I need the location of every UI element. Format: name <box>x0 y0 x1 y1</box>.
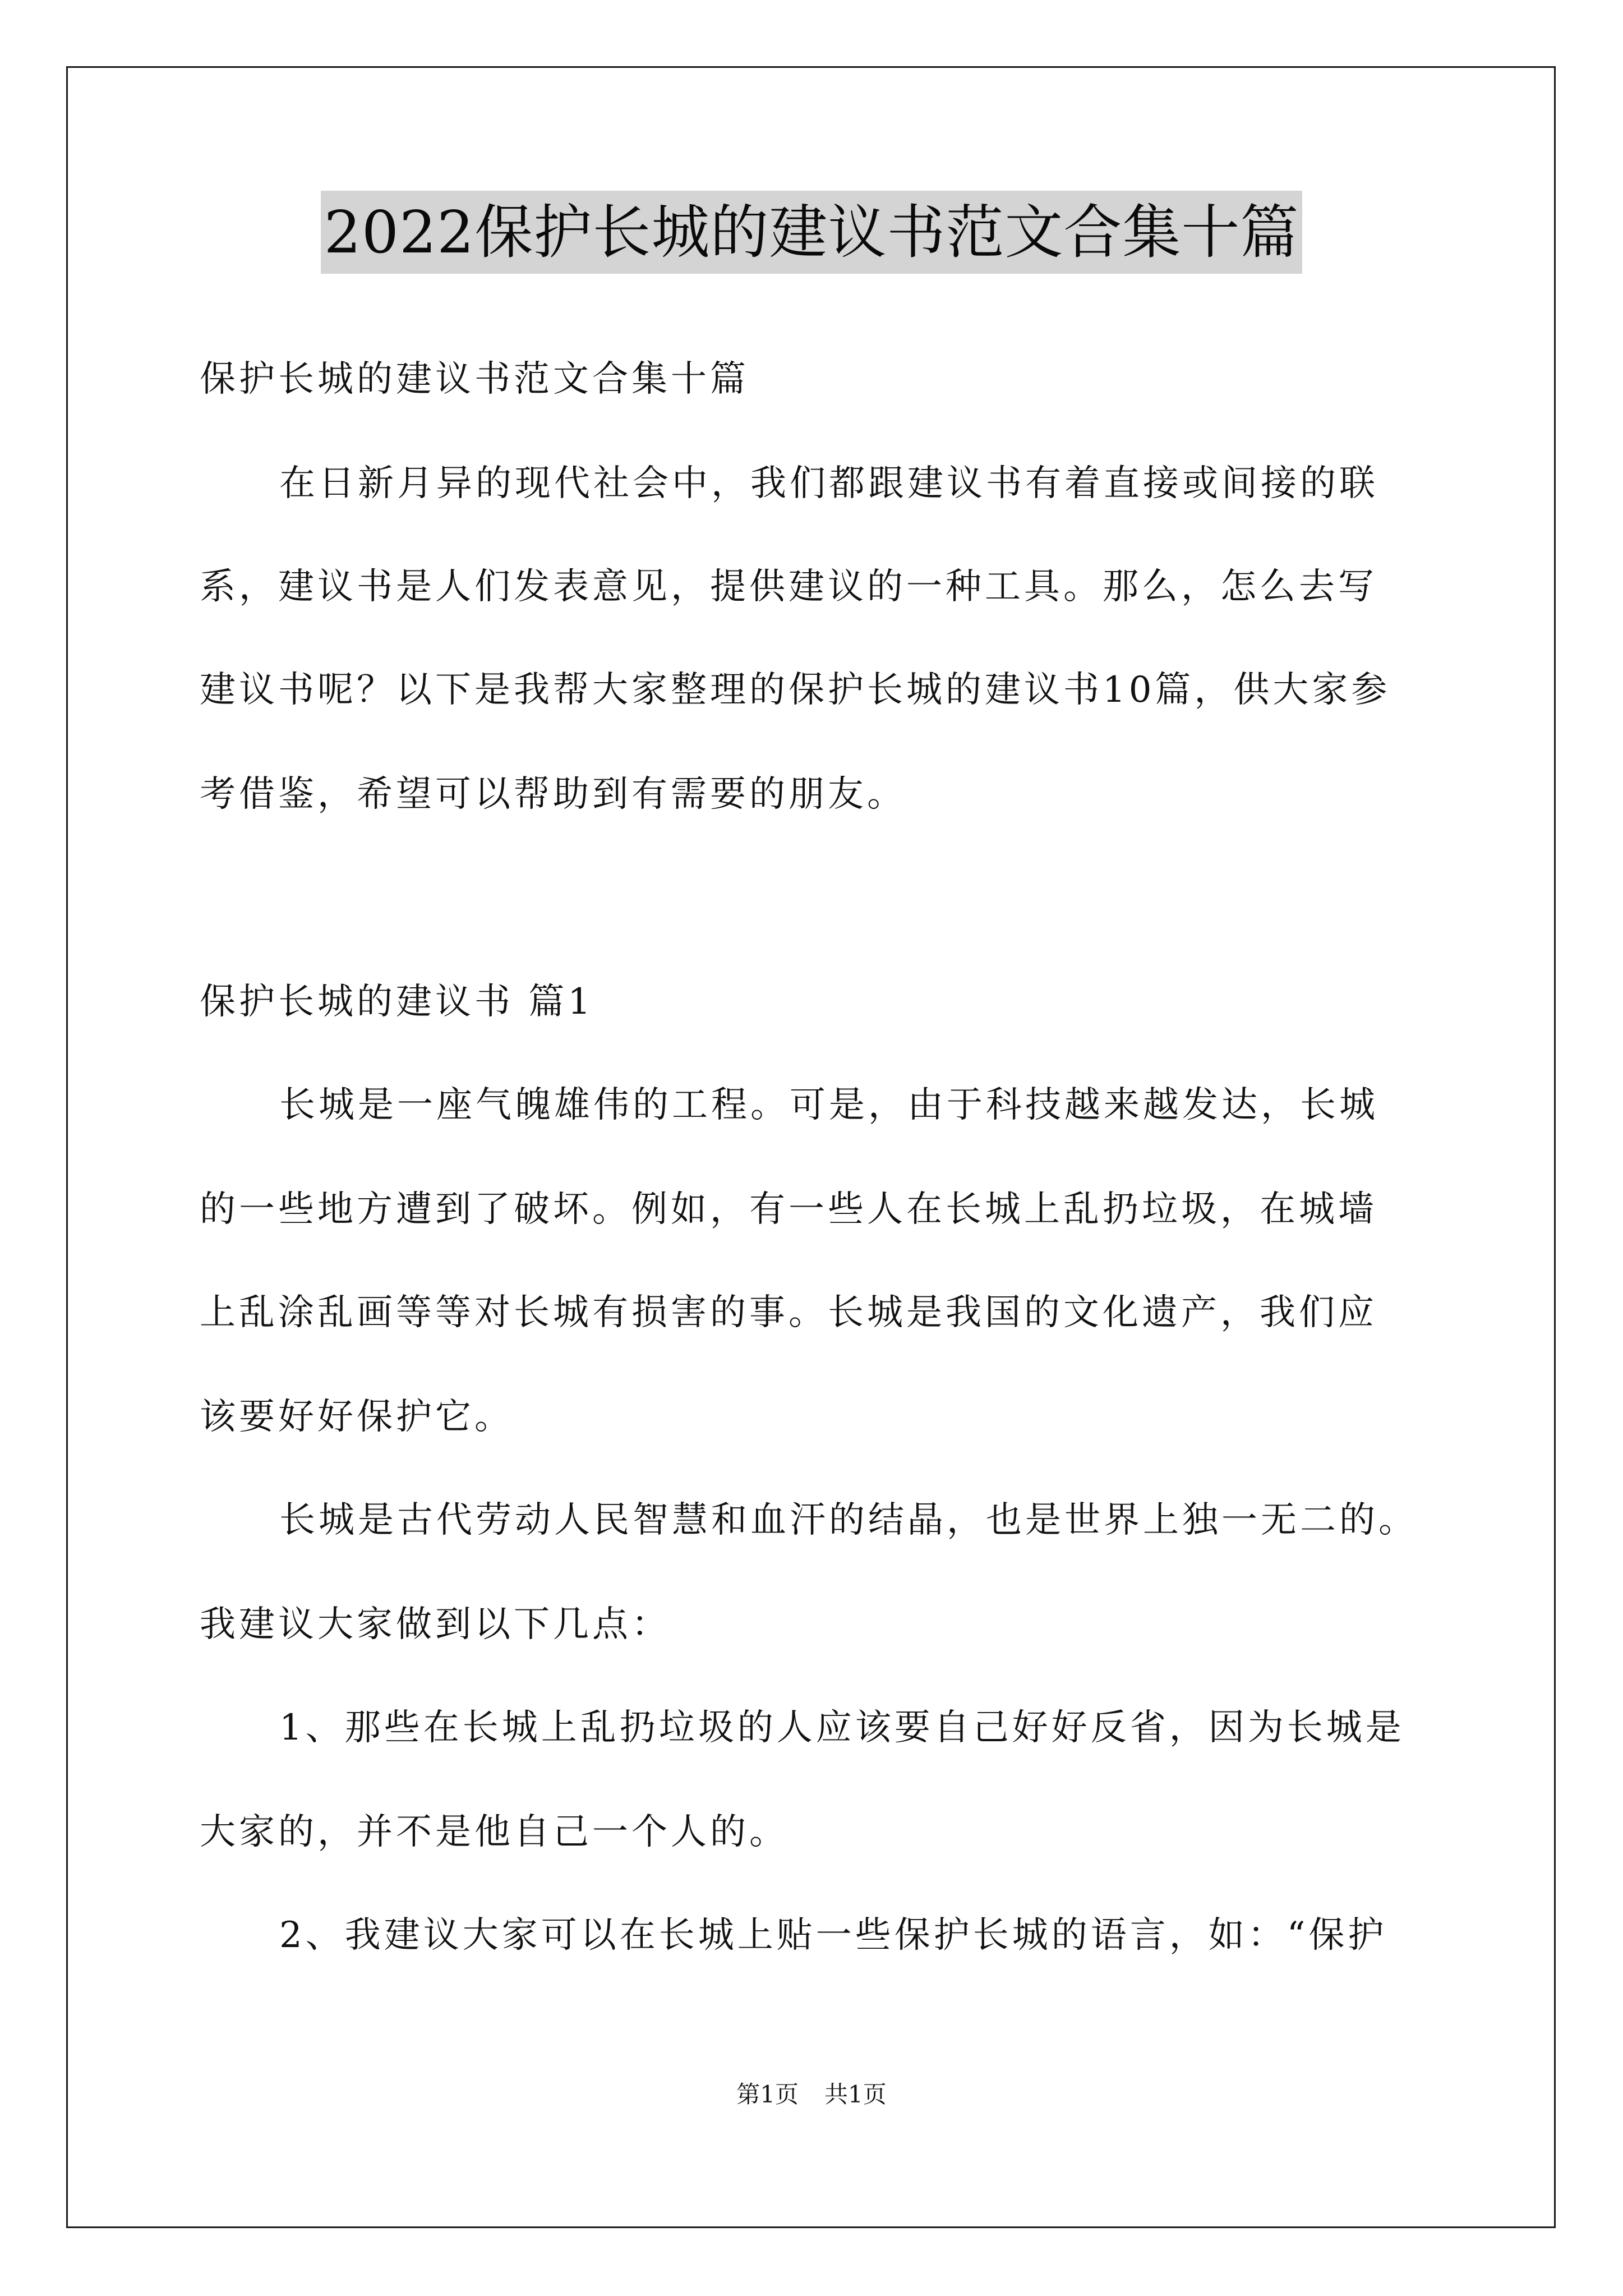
para2-line-2: 我建议大家做到以下几点： <box>200 1604 671 1645</box>
para1-line-3: 上乱涂乱画等等对长城有损害的事。长城是我国的文化遗产，我们应 <box>200 1292 1377 1333</box>
title-container <box>0 191 1623 274</box>
intro-line-4: 考借鉴，希望可以帮助到有需要的朋友。 <box>200 774 906 815</box>
para1-line-4: 该要好好保护它。 <box>200 1396 514 1438</box>
para3-line-1: 1、那些在长城上乱扔垃圾的人应该要自己好好反省，因为长城是 <box>279 1707 1405 1749</box>
intro-line-3: 建议书呢？以下是我帮大家整理的保护长城的建议书10篇，供大家参 <box>200 669 1391 711</box>
para1-line-1: 长城是一座气魄雄伟的工程。可是，由于科技越来越发达，长城 <box>279 1084 1378 1126</box>
page-footer <box>0 2079 1623 2110</box>
para1-line-2: 的一些地方遭到了破坏。例如，有一些人在长城上乱扔垃圾，在城墙 <box>200 1189 1377 1230</box>
intro-line-1: 在日新月异的现代社会中，我们都跟建议书有着直接或间接的联 <box>279 463 1378 504</box>
para2-line-1: 长城是古代劳动人民智慧和血汗的结晶，也是世界上独一无二的。 <box>279 1499 1418 1541</box>
para4-line-1: 2、我建议大家可以在长城上贴一些保护长城的语言，如：“保护 <box>279 1915 1387 1956</box>
document-title: 2022保护长城的建议书范文合集十篇 <box>321 191 1303 274</box>
section-heading: 保护长城的建议书 篇1 <box>200 981 594 1023</box>
intro-line-2: 系，建议书是人们发表意见，提供建议的一种工具。那么，怎么去写 <box>200 566 1377 608</box>
page-number-total: 共1页 <box>824 2081 887 2108</box>
page-number-current: 第1页 <box>736 2081 799 2108</box>
para3-line-2: 大家的，并不是他自己一个人的。 <box>200 1811 789 1853</box>
document-subtitle: 保护长城的建议书范文合集十篇 <box>200 358 749 400</box>
